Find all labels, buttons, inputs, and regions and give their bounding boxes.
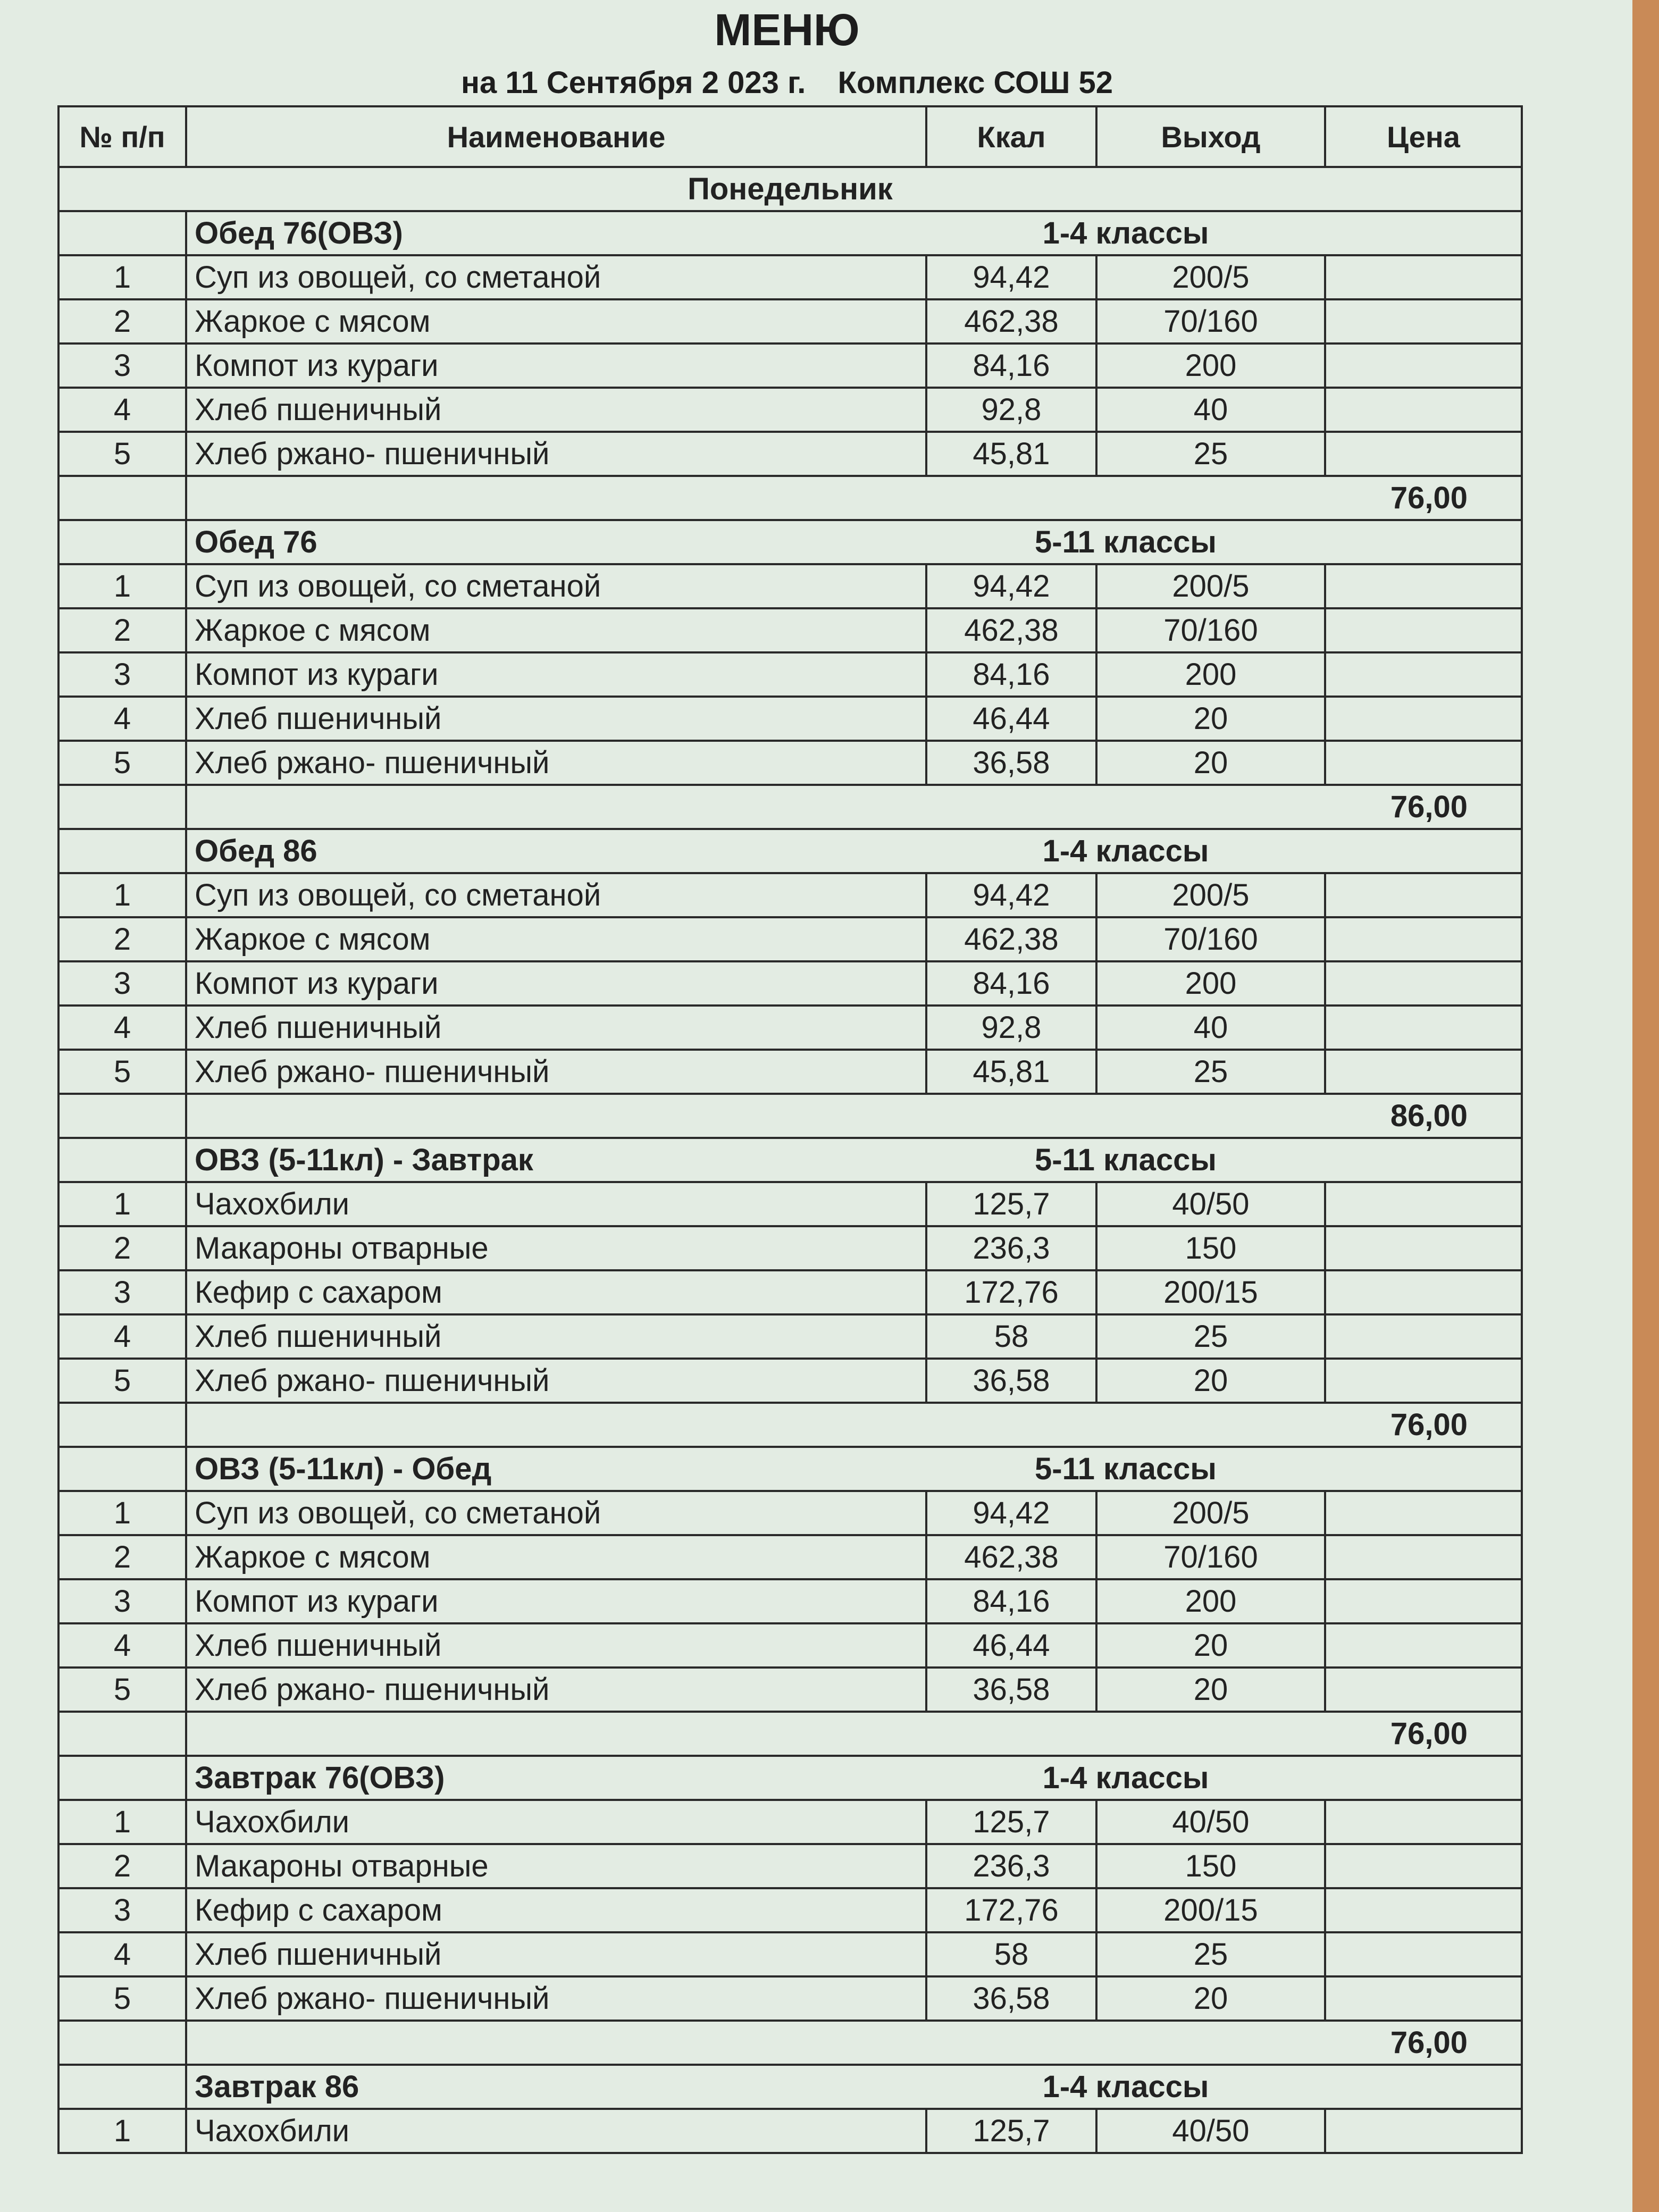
col-header-name: Наименование: [186, 106, 926, 167]
group-total-row: [58, 476, 1522, 520]
table-row: [58, 564, 1522, 608]
item-name: Жаркое с мясом: [186, 917, 926, 961]
item-name: Жаркое с мясом: [186, 1535, 926, 1579]
item-kcal: 125,7: [926, 1182, 1096, 1226]
item-price: [1325, 1314, 1522, 1359]
item-number: 1: [58, 1800, 186, 1844]
item-price: [1325, 608, 1522, 652]
group-classes: 5-11 классы: [926, 1447, 1325, 1491]
item-kcal: 94,42: [926, 255, 1096, 299]
item-output: 150: [1096, 1844, 1325, 1888]
item-name: Суп из овощей, со сметаной: [186, 564, 926, 608]
item-price: [1325, 299, 1522, 343]
group-title: Обед 86: [186, 829, 926, 873]
item-name: Макароны отварные: [186, 1844, 926, 1888]
item-name: Хлеб пшеничный: [186, 1314, 926, 1359]
item-number: 1: [58, 564, 186, 608]
item-number: 3: [58, 961, 186, 1006]
item-kcal: 84,16: [926, 343, 1096, 388]
group-end-cell: [1325, 829, 1522, 873]
table-row: [58, 432, 1522, 476]
item-number: 1: [58, 2109, 186, 2153]
table-header-row: [58, 106, 1522, 167]
table-row: [58, 917, 1522, 961]
table-row: [58, 697, 1522, 741]
group-num-cell: [58, 1447, 186, 1491]
item-name: Хлеб ржано- пшеничный: [186, 1976, 926, 2021]
total-spacer-cell: [186, 476, 1096, 520]
group-classes: 1-4 классы: [926, 829, 1325, 873]
table-row: [58, 873, 1522, 917]
table-row: [58, 1359, 1522, 1403]
group-header-row: [58, 2065, 1522, 2109]
item-kcal: 58: [926, 1314, 1096, 1359]
item-price: [1325, 1535, 1522, 1579]
table-row: [58, 343, 1522, 388]
table-row: [58, 255, 1522, 299]
item-price: [1325, 873, 1522, 917]
item-number: 3: [58, 1579, 186, 1623]
item-name: Суп из овощей, со сметаной: [186, 255, 926, 299]
item-output: 40/50: [1096, 1182, 1325, 1226]
item-kcal: 84,16: [926, 961, 1096, 1006]
item-output: 200: [1096, 652, 1325, 697]
table-row: [58, 299, 1522, 343]
item-kcal: 462,38: [926, 917, 1096, 961]
group-classes: 5-11 классы: [926, 1138, 1325, 1182]
table-row: [58, 1800, 1522, 1844]
group-header-row: [58, 829, 1522, 873]
group-total-row: [58, 785, 1522, 829]
group-end-cell: [1325, 520, 1522, 564]
group-classes: 1-4 классы: [926, 211, 1325, 255]
item-number: 5: [58, 1668, 186, 1712]
item-output: 150: [1096, 1226, 1325, 1270]
group-total-price: 76,00: [1096, 1403, 1522, 1447]
item-output: 200/5: [1096, 564, 1325, 608]
item-number: 3: [58, 652, 186, 697]
group-total-price: 76,00: [1096, 1712, 1522, 1756]
item-number: 2: [58, 917, 186, 961]
item-price: [1325, 255, 1522, 299]
item-output: 20: [1096, 741, 1325, 785]
item-output: 20: [1096, 1623, 1325, 1668]
item-name: Хлеб ржано- пшеничный: [186, 741, 926, 785]
item-name: Хлеб пшеничный: [186, 388, 926, 432]
group-end-cell: [1325, 2065, 1522, 2109]
item-kcal: 172,76: [926, 1270, 1096, 1314]
table-row: [58, 1006, 1522, 1050]
item-name: Хлеб ржано- пшеничный: [186, 1359, 926, 1403]
item-price: [1325, 1050, 1522, 1094]
page-title: МЕНЮ: [714, 5, 860, 55]
total-spacer-cell: [186, 2021, 1096, 2065]
item-number: 1: [58, 1182, 186, 1226]
item-price: [1325, 564, 1522, 608]
item-price: [1325, 1579, 1522, 1623]
group-num-cell: [58, 1756, 186, 1800]
total-num-cell: [58, 476, 186, 520]
total-num-cell: [58, 2021, 186, 2065]
item-kcal: 92,8: [926, 388, 1096, 432]
item-kcal: 94,42: [926, 1491, 1096, 1535]
item-name: Макароны отварные: [186, 1226, 926, 1270]
item-number: 4: [58, 1932, 186, 1976]
item-output: 200/5: [1096, 1491, 1325, 1535]
group-title: ОВЗ (5-11кл) - Обед: [186, 1447, 926, 1491]
item-price: [1325, 1359, 1522, 1403]
item-price: [1325, 1623, 1522, 1668]
total-spacer-cell: [186, 1712, 1096, 1756]
table-row: [58, 1182, 1522, 1226]
table-row: [58, 1314, 1522, 1359]
item-price: [1325, 697, 1522, 741]
table-row: [58, 1976, 1522, 2021]
item-name: Жаркое с мясом: [186, 299, 926, 343]
item-number: 5: [58, 1976, 186, 2021]
item-number: 2: [58, 1535, 186, 1579]
date-line: на 11 Сентября 2 023 г.: [461, 65, 806, 100]
group-header-row: [58, 1756, 1522, 1800]
item-kcal: 92,8: [926, 1006, 1096, 1050]
table-row: [58, 2109, 1522, 2153]
group-total-row: [58, 1712, 1522, 1756]
group-total-price: 76,00: [1096, 785, 1522, 829]
group-header-row: [58, 520, 1522, 564]
item-output: 40/50: [1096, 1800, 1325, 1844]
group-total-price: 76,00: [1096, 476, 1522, 520]
item-output: 25: [1096, 1314, 1325, 1359]
item-name: Компот из кураги: [186, 961, 926, 1006]
item-price: [1325, 1491, 1522, 1535]
group-num-cell: [58, 211, 186, 255]
total-num-cell: [58, 1712, 186, 1756]
item-output: 200: [1096, 961, 1325, 1006]
item-number: 5: [58, 432, 186, 476]
item-name: Суп из овощей, со сметаной: [186, 1491, 926, 1535]
item-output: 200/15: [1096, 1270, 1325, 1314]
item-output: 200: [1096, 1579, 1325, 1623]
item-name: Хлеб ржано- пшеничный: [186, 432, 926, 476]
item-kcal: 36,58: [926, 1359, 1096, 1403]
group-num-cell: [58, 520, 186, 564]
group-end-cell: [1325, 1756, 1522, 1800]
group-end-cell: [1325, 1138, 1522, 1182]
menu-table: [57, 105, 1523, 2154]
group-total-row: [58, 2021, 1522, 2065]
item-number: 1: [58, 873, 186, 917]
item-price: [1325, 1888, 1522, 1932]
item-price: [1325, 1006, 1522, 1050]
item-number: 3: [58, 1270, 186, 1314]
table-row: [58, 652, 1522, 697]
total-spacer-cell: [186, 1403, 1096, 1447]
item-output: 200/15: [1096, 1888, 1325, 1932]
group-total-price: 86,00: [1096, 1094, 1522, 1138]
table-row: [58, 1888, 1522, 1932]
total-num-cell: [58, 785, 186, 829]
item-price: [1325, 1932, 1522, 1976]
item-kcal: 462,38: [926, 608, 1096, 652]
table-row: [58, 1491, 1522, 1535]
group-title: Обед 76: [186, 520, 926, 564]
col-header-output: Выход: [1096, 106, 1325, 167]
item-price: [1325, 1976, 1522, 2021]
item-kcal: 125,7: [926, 2109, 1096, 2153]
item-kcal: 236,3: [926, 1226, 1096, 1270]
item-price: [1325, 652, 1522, 697]
item-name: Компот из кураги: [186, 343, 926, 388]
item-output: 200/5: [1096, 255, 1325, 299]
item-output: 70/160: [1096, 299, 1325, 343]
item-number: 4: [58, 388, 186, 432]
group-num-cell: [58, 829, 186, 873]
item-kcal: 46,44: [926, 1623, 1096, 1668]
day-row: [58, 167, 1522, 211]
col-header-num: № п/п: [58, 106, 186, 167]
col-header-kcal: Ккал: [926, 106, 1096, 167]
table-row: [58, 388, 1522, 432]
item-number: 4: [58, 697, 186, 741]
item-kcal: 45,81: [926, 1050, 1096, 1094]
item-name: Хлеб пшеничный: [186, 1932, 926, 1976]
item-name: Хлеб пшеничный: [186, 697, 926, 741]
item-output: 25: [1096, 432, 1325, 476]
item-output: 25: [1096, 1050, 1325, 1094]
item-kcal: 462,38: [926, 299, 1096, 343]
item-number: 2: [58, 1226, 186, 1270]
item-name: Хлеб пшеничный: [186, 1006, 926, 1050]
group-total-row: [58, 1403, 1522, 1447]
item-number: 2: [58, 1844, 186, 1888]
item-kcal: 94,42: [926, 564, 1096, 608]
item-kcal: 36,58: [926, 1976, 1096, 2021]
group-title: Завтрак 76(ОВЗ): [186, 1756, 926, 1800]
group-title: ОВЗ (5-11кл) - Завтрак: [186, 1138, 926, 1182]
item-output: 25: [1096, 1932, 1325, 1976]
item-price: [1325, 1226, 1522, 1270]
group-header-row: [58, 1447, 1522, 1491]
group-header-row: [58, 1138, 1522, 1182]
item-price: [1325, 1668, 1522, 1712]
item-number: 2: [58, 299, 186, 343]
item-kcal: 84,16: [926, 1579, 1096, 1623]
item-price: [1325, 961, 1522, 1006]
item-output: 70/160: [1096, 1535, 1325, 1579]
item-number: 5: [58, 1050, 186, 1094]
table-row: [58, 1050, 1522, 1094]
item-output: 70/160: [1096, 608, 1325, 652]
item-price: [1325, 1800, 1522, 1844]
item-name: Суп из овощей, со сметаной: [186, 873, 926, 917]
item-price: [1325, 2109, 1522, 2153]
item-number: 5: [58, 741, 186, 785]
item-name: Хлеб ржано- пшеничный: [186, 1668, 926, 1712]
total-num-cell: [58, 1403, 186, 1447]
item-output: 40: [1096, 1006, 1325, 1050]
item-kcal: 58: [926, 1932, 1096, 1976]
item-name: Жаркое с мясом: [186, 608, 926, 652]
item-kcal: 236,3: [926, 1844, 1096, 1888]
table-row: [58, 1844, 1522, 1888]
item-output: 40: [1096, 388, 1325, 432]
item-price: [1325, 343, 1522, 388]
item-price: [1325, 917, 1522, 961]
item-price: [1325, 1182, 1522, 1226]
complex-line: Комплекс СОШ 52: [837, 65, 1113, 100]
item-price: [1325, 1844, 1522, 1888]
table-row: [58, 1668, 1522, 1712]
item-name: Хлеб ржано- пшеничный: [186, 1050, 926, 1094]
item-kcal: 94,42: [926, 873, 1096, 917]
group-classes: 1-4 классы: [926, 1756, 1325, 1800]
item-number: 1: [58, 255, 186, 299]
group-title: Завтрак 86: [186, 2065, 926, 2109]
table-row: [58, 741, 1522, 785]
day-label: Понедельник: [58, 167, 1522, 211]
item-output: 200/5: [1096, 873, 1325, 917]
item-number: 4: [58, 1623, 186, 1668]
item-kcal: 36,58: [926, 1668, 1096, 1712]
item-name: Компот из кураги: [186, 652, 926, 697]
total-spacer-cell: [186, 1094, 1096, 1138]
item-output: 20: [1096, 1359, 1325, 1403]
table-row: [58, 1579, 1522, 1623]
item-kcal: 172,76: [926, 1888, 1096, 1932]
item-number: 2: [58, 608, 186, 652]
group-classes: 1-4 классы: [926, 2065, 1325, 2109]
item-number: 5: [58, 1359, 186, 1403]
group-classes: 5-11 классы: [926, 520, 1325, 564]
item-output: 20: [1096, 1668, 1325, 1712]
table-row: [58, 1623, 1522, 1668]
item-output: 200: [1096, 343, 1325, 388]
col-header-price: Цена: [1325, 106, 1522, 167]
group-total-row: [58, 1094, 1522, 1138]
table-row: [58, 1270, 1522, 1314]
item-name: Компот из кураги: [186, 1579, 926, 1623]
item-name: Чахохбили: [186, 1800, 926, 1844]
group-end-cell: [1325, 211, 1522, 255]
item-name: Кефир с сахаром: [186, 1888, 926, 1932]
group-num-cell: [58, 2065, 186, 2109]
group-num-cell: [58, 1138, 186, 1182]
item-output: 40/50: [1096, 2109, 1325, 2153]
total-num-cell: [58, 1094, 186, 1138]
group-end-cell: [1325, 1447, 1522, 1491]
item-kcal: 46,44: [926, 697, 1096, 741]
item-kcal: 125,7: [926, 1800, 1096, 1844]
item-output: 20: [1096, 697, 1325, 741]
item-name: Хлеб пшеничный: [186, 1623, 926, 1668]
item-number: 3: [58, 1888, 186, 1932]
item-price: [1325, 1270, 1522, 1314]
item-price: [1325, 741, 1522, 785]
item-kcal: 36,58: [926, 741, 1096, 785]
group-title: Обед 76(ОВЗ): [186, 211, 926, 255]
item-price: [1325, 388, 1522, 432]
total-spacer-cell: [186, 785, 1096, 829]
item-kcal: 462,38: [926, 1535, 1096, 1579]
item-kcal: 84,16: [926, 652, 1096, 697]
item-kcal: 45,81: [926, 432, 1096, 476]
item-number: 4: [58, 1006, 186, 1050]
table-row: [58, 1932, 1522, 1976]
page-subtitle: [0, 65, 1574, 100]
item-name: Чахохбили: [186, 2109, 926, 2153]
item-output: 20: [1096, 1976, 1325, 2021]
item-price: [1325, 432, 1522, 476]
table-row: [58, 1535, 1522, 1579]
item-name: Кефир с сахаром: [186, 1270, 926, 1314]
item-name: Чахохбили: [186, 1182, 926, 1226]
item-number: 4: [58, 1314, 186, 1359]
table-row: [58, 961, 1522, 1006]
group-header-row: [58, 211, 1522, 255]
item-number: 1: [58, 1491, 186, 1535]
item-number: 3: [58, 343, 186, 388]
item-output: 70/160: [1096, 917, 1325, 961]
table-row: [58, 608, 1522, 652]
table-row: [58, 1226, 1522, 1270]
group-total-price: 76,00: [1096, 2021, 1522, 2065]
